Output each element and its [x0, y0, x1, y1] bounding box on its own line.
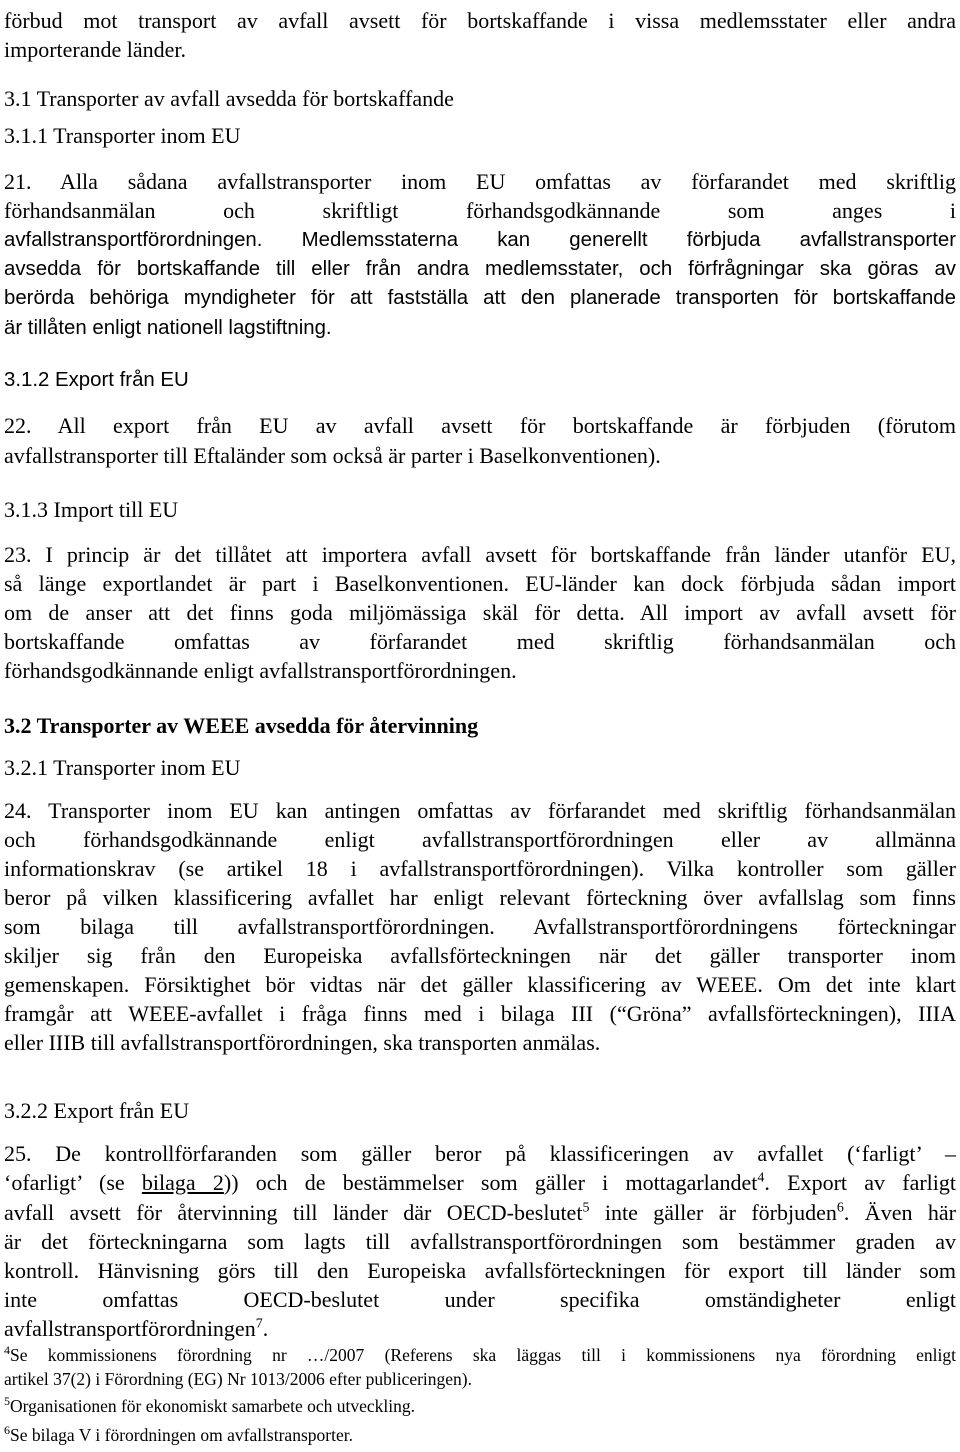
- subsection-heading-3-1-1: 3.1.1 Transporter inom EU: [4, 123, 241, 148]
- footnote-4: $^4$Se kommissionens förordning nr …/2007 (Referens ska läggas till i kommissionens nya förordning enligt: [4, 1343, 956, 1365]
- paragraph-line: gemenskapen. Försiktighet bör vidtas när det gäller klassificering av WEEE. Om det inte klart: [4, 972, 956, 997]
- paragraph-line: ‘ofarligt’ (se bilaga 2)) och de bestämmelser som gäller i mottagarlandet$^4$. Export av farligt: [4, 1170, 956, 1195]
- bilaga-2-link[interactable]: bilaga 2: [141, 1170, 224, 1195]
- paragraph-line: informationskrav (se artikel 18 i avfallstransportförordningen). Vilka kontroller som gäller: [4, 856, 956, 881]
- paragraph-line: 23. I princip är det tillåtet att importera avfall avsett för bortskaffande från länder utanför EU,: [4, 542, 956, 567]
- footnote-ref-4[interactable]: 4: [757, 1170, 765, 1186]
- paragraph-line: så länge exportlandet är part i Baselkonventionen. EU-länder kan dock förbjuda sådan import: [4, 571, 956, 596]
- paragraph-line: avfallstransportförordningen. Medlemsstaterna kan generellt förbjuda avfallstransporter: [4, 229, 956, 251]
- paragraph-line: 25. De kontrollförfaranden som gäller beror på klassificeringen av avfallet (‘farligt’ –: [4, 1141, 956, 1166]
- paragraph-line: är tillåten enligt nationell lagstiftning.: [4, 317, 332, 339]
- footnote-ref-6[interactable]: 6: [836, 1200, 844, 1216]
- paragraph-line: förhandsanmälan och skriftligt förhandsgodkännande som anges i: [4, 198, 956, 223]
- subsection-heading-3-1-2: 3.1.2 Export från EU: [4, 369, 189, 391]
- paragraph-line: och förhandsgodkännande enligt avfallstransportförordningen eller av allmänna: [4, 827, 956, 852]
- paragraph-line: inte omfattas OECD-beslutet under specifika omständigheter enligt: [4, 1287, 956, 1312]
- paragraph-line: skiljer sig från den Europeiska avfallsförteckningen när det gäller transporter inom: [4, 943, 956, 968]
- paragraph-line: 22. All export från EU av avfall avsett för bortskaffande är förbjuden (förutom: [4, 413, 956, 438]
- subsection-heading-3-1-3: 3.1.3 Import till EU: [4, 497, 179, 522]
- paragraph-line: bortskaffande omfattas av förfarandet med skriftlig förhandsanmälan och: [4, 629, 956, 654]
- paragraph-line: som bilaga till avfallstransportförordningen. Avfallstransportförordningens förteckningar: [4, 914, 956, 939]
- subsection-heading-3-2-1: 3.2.1 Transporter inom EU: [4, 755, 241, 780]
- footnote-ref-7[interactable]: 7: [255, 1316, 263, 1332]
- paragraph-line: om de anser att det finns goda miljömässiga skäl för detta. All import av avfall avsett för: [4, 600, 956, 625]
- paragraph-line: berörda behöriga myndigheter för att fastställa att den planerade transporten för bortskaffande: [4, 287, 956, 309]
- paragraph-line: är det förteckningarna som lagts till avfallstransportförordningen som bestämmer graden av: [4, 1229, 956, 1254]
- paragraph-line: eller IIIB till avfallstransportförordningen, ska transporten anmälas.: [4, 1030, 601, 1055]
- paragraph-line: framgår att WEEE-avfallet i fråga finns med i bilaga III (“Gröna” avfallsförteckningen), IIIA: [4, 1001, 956, 1026]
- continuation-line-1: förbud mot transport av avfall avsett för bortskaffande i vissa medlemsstater eller andra: [4, 8, 956, 33]
- footnote-6: $^6$Se bilaga V i förordningen om avfallstransporter.: [4, 1423, 353, 1445]
- paragraph-line: kontroll. Hänvisning görs till den Europeiska avfallsförteckningen för export till länder som: [4, 1258, 956, 1283]
- footnote-ref-5[interactable]: 5: [582, 1200, 590, 1216]
- paragraph-line: avfall avsett för återvinning till länder där OECD-beslutet$^5$ inte gäller är förbjuden$^6$. Även här: [4, 1200, 956, 1225]
- section-heading-3-2: 3.2 Transporter av WEEE avsedda för återvinning: [4, 713, 479, 738]
- footnote-5: $^5$Organisationen för ekonomiskt samarbete och utveckling.: [4, 1394, 415, 1416]
- paragraph-line: förhandsgodkännande enligt avfallstransportförordningen.: [4, 658, 517, 683]
- section-heading-3-1: 3.1 Transporter av avfall avsedda för bortskaffande: [4, 86, 454, 111]
- paragraph-line: beror på vilken klassificering avfallet har enligt relevant förteckning över avfallslag som finns: [4, 885, 956, 910]
- paragraph-line: avfallstransporter till Eftaländer som också är parter i Baselkonventionen).: [4, 443, 661, 468]
- footnote-4-cont: artikel 37(2) i Förordning (EG) Nr 1013/2006 efter publiceringen).: [4, 1369, 472, 1389]
- paragraph-line: avsedda för bortskaffande till eller från andra medlemsstater, och förfrågningar ska göras av: [4, 258, 956, 280]
- paragraph-line: 24. Transporter inom EU kan antingen omfattas av förfarandet med skriftlig förhandsanmälan: [4, 798, 956, 823]
- paragraph-line: 21. Alla sådana avfallstransporter inom EU omfattas av förfarandet med skriftlig: [4, 169, 956, 194]
- subsection-heading-3-2-2: 3.2.2 Export från EU: [4, 1098, 190, 1123]
- continuation-line-2: importerande länder.: [4, 37, 187, 62]
- paragraph-line: avfallstransportförordningen$^7$.: [4, 1316, 269, 1341]
